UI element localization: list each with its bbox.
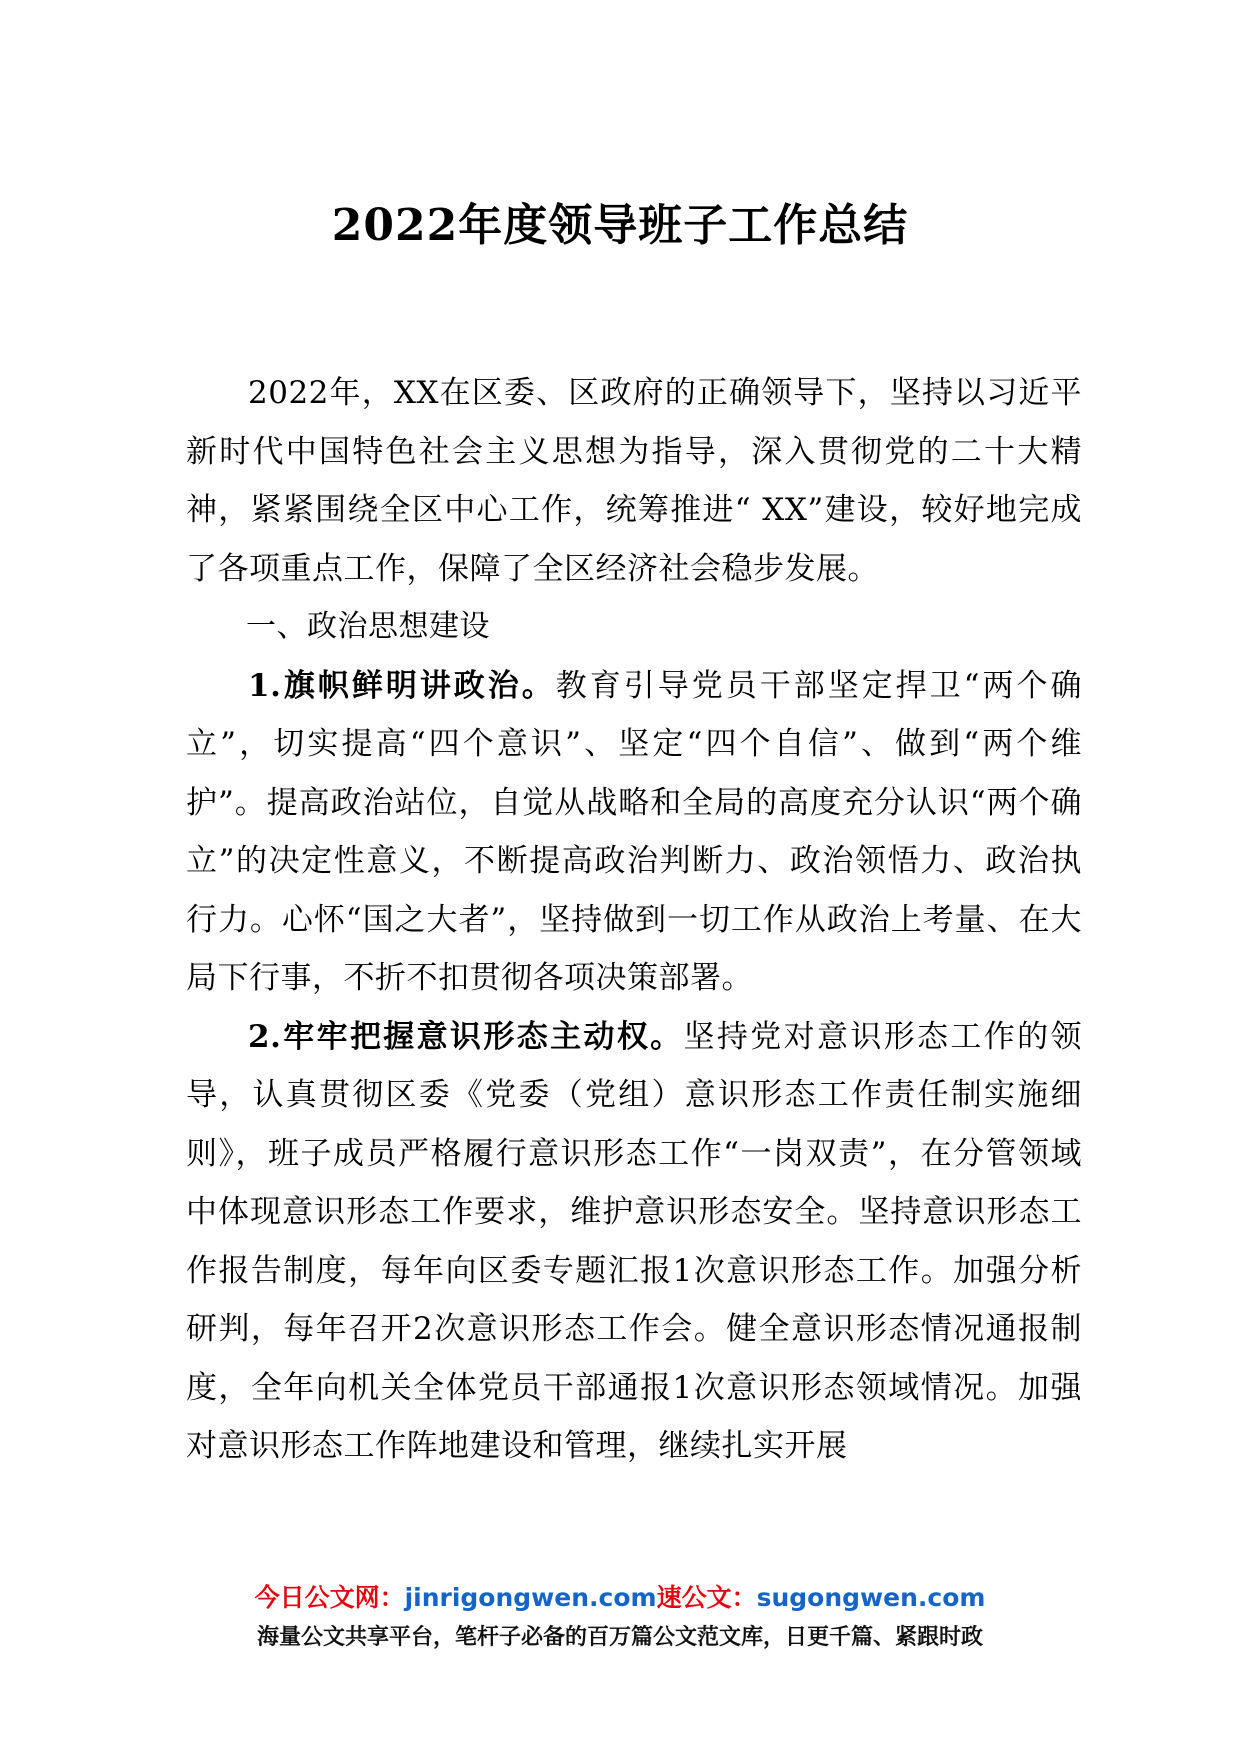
- item-paragraph-1: [186, 657, 1082, 1008]
- item-text-1: 教育引导党员干部坚定捍卫“两个确立”，切实提高“四个意识”、坚定“四个自信”、做到“两个维护”。提高政治站位，自觉从战略和全局的高度充分认识“两个确立”的决定性意义，不断提高政治判断力、政治领悟力、政治执行力。心怀“国之大者”，坚持做到一切工作从政治上考量、在大局下行事，不折不扣贯彻各项决策部署。: [186, 667, 1082, 996]
- site1-link[interactable]: jinrigongwen.com: [404, 1583, 657, 1612]
- item-paragraph-2: [186, 1008, 1082, 1476]
- section-heading: 一、政治思想建设: [246, 609, 490, 644]
- site2-link[interactable]: sugongwen.com: [756, 1583, 986, 1612]
- site1-label: 今日公文网：: [254, 1583, 405, 1612]
- document-body: [186, 364, 1082, 1476]
- site2-label: 速公文：: [656, 1583, 757, 1612]
- footer-banner: [0, 1578, 1240, 1658]
- intro-paragraph: 2022年，XX在区委、区政府的正确领导下，坚持以习近平新时代中国特色社会主义思想为指导，深入贯彻党的二十大精神，紧紧围绕全区中心工作，统筹推进“ XX”建设，较好地完成了各项重点工作，保障了全区经济社会稳步发展。: [186, 375, 1082, 587]
- item-text-2: 坚持党对意识形态工作的领导，认真贯彻区委《党委（党组）意识形态工作责任制实施细则》，班子成员严格履行意识形态工作“一岗双责”，在分管领域中体现意识形态工作要求，维护意识形态安全。坚持意识形态工作报告制度，每年向区委专题汇报1次意识形态工作。加强分析研判，每年召开2次意识形态工作会。健全意识形态情况通报制度，全年向机关全体党员干部通报1次意识形态领域情况。加强对意识形态工作阵地建设和管理，继续扎实开展: [186, 1018, 1082, 1464]
- footer-sites: [0, 1578, 1240, 1618]
- item-lead-2: 2.牢牢把握意识形态主动权。: [248, 1018, 684, 1055]
- item-lead-1: 1.旗帜鲜明讲政治。: [248, 667, 556, 704]
- footer-slogan: 海量公文共享平台，笔杆子必备的百万篇公文范文库，日更千篇、紧跟时政: [256, 1625, 983, 1650]
- document-title: 2022年度领导班子工作总结: [331, 200, 909, 251]
